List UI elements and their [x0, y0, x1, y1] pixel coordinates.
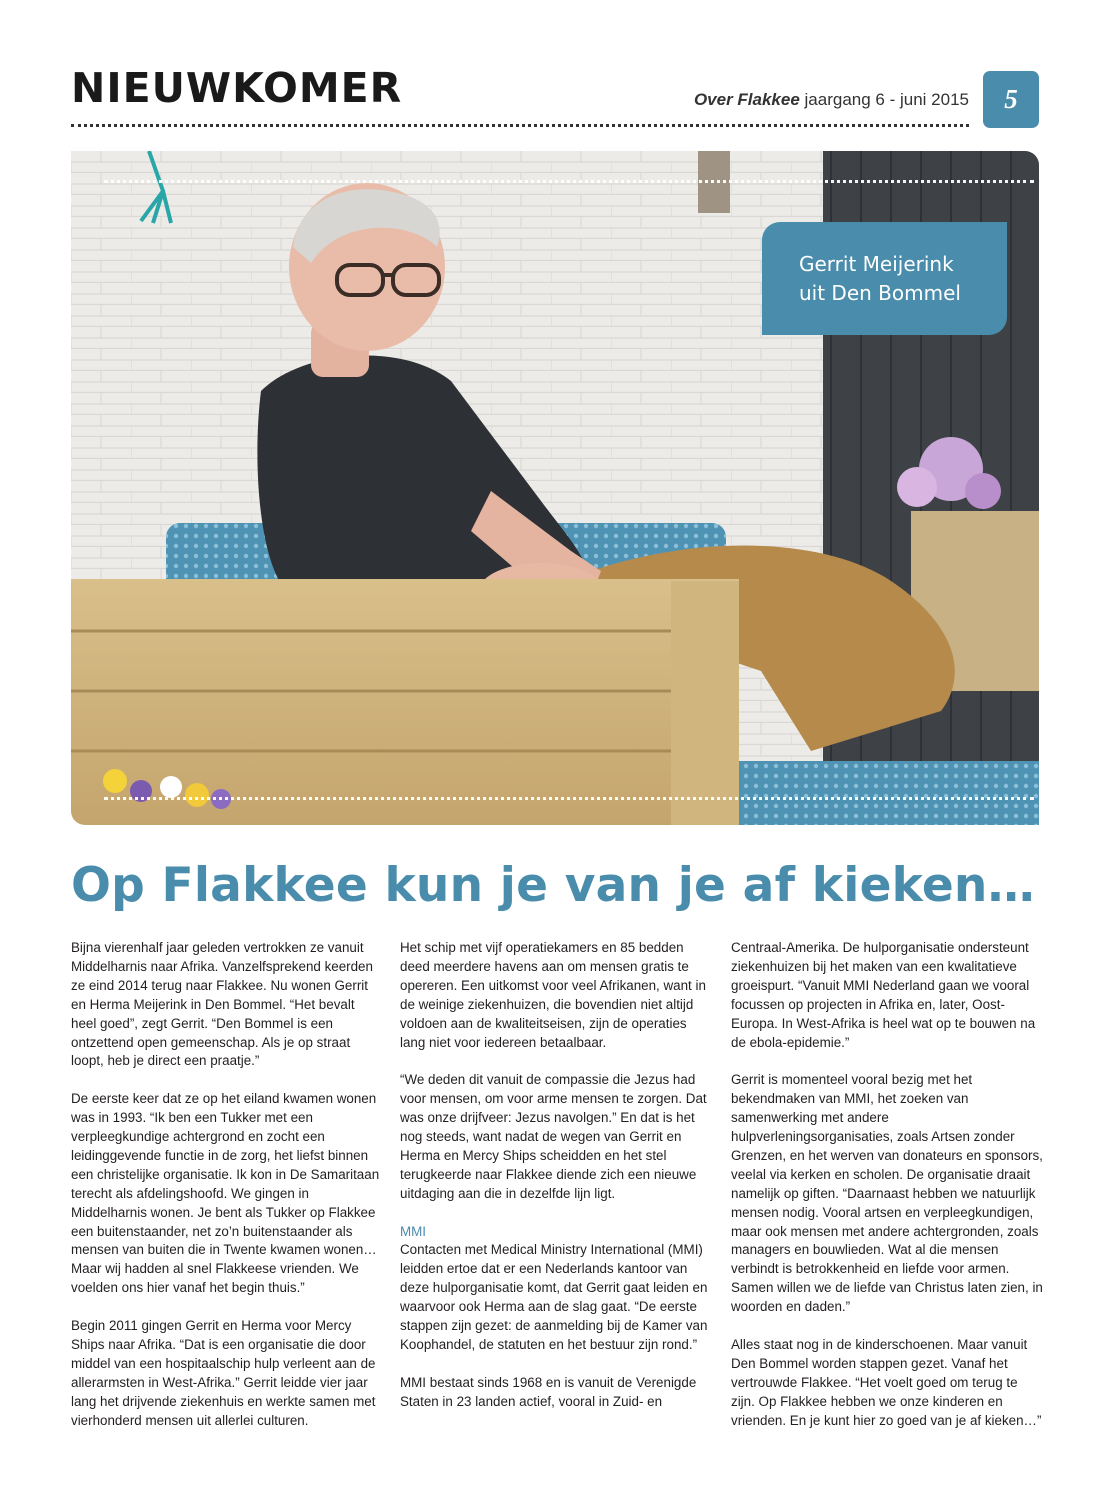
- paragraph: “We deden dit vanuit de compassie die Jezus had voor mensen, om voor arme mensen te zorgen. Dat was onze drijfveer: Jezus navolgen.” En dat is het nog steeds, want nadat de wegen van Gerrit en Herma en Mercy Ships scheidden en het stel terugkeerde naar Flakkee diende zich een nieuwe uitdaging aan die in dezelfde lijn ligt.: [400, 1072, 707, 1201]
- paragraph: Het schip met vijf operatiekamers en 85 bedden deed meerdere havens aan om mensen gratis te opereren. Een uitkomst voor veel Afrikanen, want in de weinige ziekenhuizen, die bovendien niet altijd voldoen aan de kwaliteitseisen, zijn de operaties lang niet voor iedereen betaalbaar.: [400, 940, 706, 1050]
- article-column-1: [71, 939, 383, 1449]
- paragraph: Centraal-Amerika. De hulporganisatie ondersteunt ziekenhuizen bij het maken van een kwalitatieve groeispurt. “Vanuit MMI Nederland gaan we vooral focussen op projecten in Afrika en, later, Oost-Europa. In West-Afrika is heel wat op te bouwen na de ebola-epidemie.”: [731, 940, 1036, 1050]
- paragraph: MMI bestaat sinds 1968 en is vanuit de Verenigde Staten in 23 landen actief, vooral in Zuid- en: [400, 1374, 697, 1409]
- article-column-2: [400, 939, 710, 1431]
- subheading-mmi: MMI: [400, 1223, 427, 1239]
- article-headline: Op Flakkee kun je van je af kieken…: [71, 858, 1035, 913]
- paragraph: Bijna vierenhalf jaar geleden vertrokken ze vanuit Middelharnis naar Afrika. Vanzelfsprekend keerden ze eind 2014 terug naar Flakkee. Nu wonen Gerrit en Herma Meijerink in Den Bommel. “Het bevalt heel goed”, zegt Gerrit. “Den Bommel is een ontzettend open gemeenschap. Als je op straat loopt, heb je direct een praatje.”: [71, 940, 373, 1069]
- caption-name: Gerrit Meijerink: [799, 251, 954, 276]
- section-title: NIEUWKOMER: [71, 64, 403, 112]
- paragraph: Begin 2011 gingen Gerrit en Herma voor Mercy Ships naar Afrika. “Dat is een organisatie die door middel van een hospitaalschip hulp verleent aan de allerarmsten in West-Afrika.” Gerrit leidde vier jaar lang het drijvende ziekenhuis en werkte samen met vierhonderd mensen uit allerlei culturen.: [71, 1318, 376, 1428]
- issue-date: jaargang 6 - juni 2015: [804, 90, 969, 109]
- page-number-badge: 5: [983, 71, 1039, 128]
- paragraph: De eerste keer dat ze op het eiland kwamen wonen was in 1993. “Ik ben een Tukker met een verpleegkundige achtergrond en zocht een leidinggevende functie in de zorg, het liefst binnen een christelijke organisatie. Ik kon in De Samaritaan terecht als afdelingshoofd. We gingen in Middelharnis wonen. Je bent als Tukker op Flakkee een buitenstaander, net zo’n buitenstaander als mensen van buiten die in Twente kwamen wonen… Maar wij hadden al snel Flakkeese vrienden. We voelden ons hier vanaf het begin thuis.”: [71, 1091, 380, 1296]
- caption-place: uit Den Bommel: [799, 280, 961, 305]
- paragraph: Contacten met Medical Ministry International (MMI) leidden ertoe dat er een Nederlands kantoor van deze hulporganisatie komt, dat Gerrit gaat leiden en waarvoor ook Herma aan de slag gaat. “De eerste stappen zijn gezet: de aanmelding bij de Kamer van Koophandel, de statuten en het bestuur zijn rond.”: [400, 1242, 708, 1352]
- issue-info: [694, 90, 969, 110]
- photo-caption: [762, 222, 1007, 335]
- publication-name: Over Flakkee: [693, 90, 800, 109]
- paragraph: Alles staat nog in de kinderschoenen. Maar vanuit Den Bommel worden stappen gezet. Vanaf het vertrouwde Flakkee. “Het voelt goed om terug te zijn. Op Flakkee hebben we onze kinderen en vrienden. En je kunt hier zo goed van je af kieken…”: [731, 1337, 1042, 1428]
- paragraph: Gerrit is momenteel vooral bezig met het bekendmaken van MMI, het zoeken van samenwerking met andere hulpverleningsorganisaties, zoals Artsen zonder Grenzen, en het werven van donateurs en sponsors, veelal via kerken en scholen. De organisatie draait namelijk op giften. “Daarnaast hebben we natuurlijk mensen nodig. Vooral artsen en verpleegkundigen, maar ook mensen met andere achtergronden, zoals managers en bouwlieden. Wat al die mensen verbindt is betrokkenheid en liefde voor armen. Samen willen we de liefde van Christus laten zien, in woorden en daden.”: [731, 1072, 1043, 1315]
- header-divider: [71, 124, 969, 127]
- article-column-3: [731, 939, 1043, 1449]
